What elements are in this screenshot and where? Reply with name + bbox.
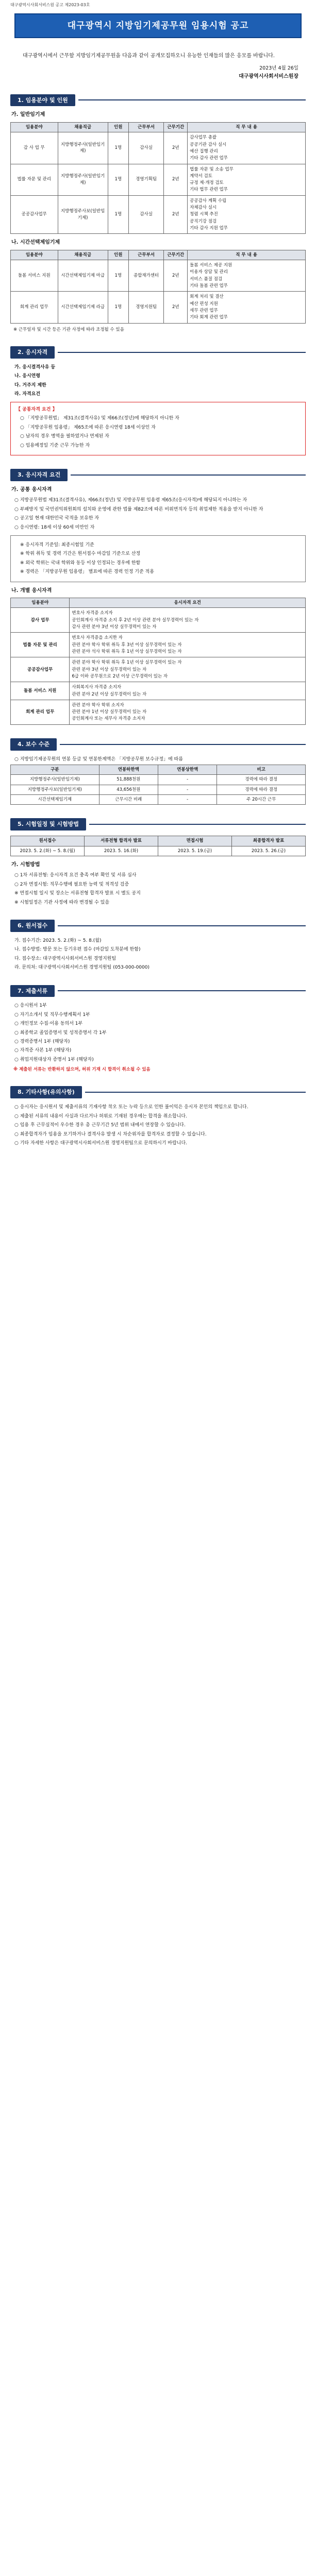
table-header-cell: 연봉상한액 <box>158 765 217 775</box>
table-header-cell: 근무부서 <box>128 122 164 132</box>
salary-high-cell: - <box>158 785 217 794</box>
section-divider <box>85 1092 306 1093</box>
text-line: ○ 응시원서 1부 <box>14 1003 47 1009</box>
section-3-label: 3. 응시자격 요건 <box>10 469 68 481</box>
salary-low-cell: 근무시간 비례 <box>99 795 158 805</box>
text-line: ○ 임용 후 근무실적이 우수한 경우 총 근무기간 5년 범위 내에서 연장할 수 있습니다. <box>14 1123 186 1128</box>
common-requirements-box <box>10 402 306 455</box>
count-cell: 1명 <box>108 292 128 323</box>
table-header-cell: 근무부서 <box>128 250 164 260</box>
text-line: 라. 문의처: 대구광역시사회서비스원 경영지원팀 (053-000-0000) <box>14 965 149 971</box>
text-line: 다. 접수장소: 대구광역시사회서비스원 경영지원팀 <box>14 956 117 961</box>
period-cell: 2년 <box>164 195 188 234</box>
table-row <box>11 164 306 195</box>
duty-item: 예산 집행 관리 <box>190 148 218 154</box>
text-line: ○ 자기소개서 및 직무수행계획서 1부 <box>14 1012 90 1018</box>
duty-item: 회계 처리 및 결산 <box>190 294 224 300</box>
section-7-header <box>10 985 306 997</box>
salary-memo-cell: 경력에 따라 결정 <box>217 775 306 785</box>
duty-item: 공공감사 계획 수립 <box>190 198 227 204</box>
text-line: ※ 외국 학위는 국내 학위와 동등 이상 인정되는 경우에 한함 <box>20 560 141 566</box>
requirement-item: 감사 관련 분야 3년 이상 실무경력이 있는 자 <box>72 624 157 630</box>
table-header-cell: 임용분야 <box>11 598 70 608</box>
requirement-item: 관련 분야 학사 학위 소지자 <box>72 702 124 708</box>
text-line: ※ 경력은 「지방공무원 임용령」 별표에 따른 경력 인정 기준 적용 <box>20 569 154 575</box>
section-7-label: 7. 제출서류 <box>10 985 55 997</box>
section-1-sub1: 가. 일반임기제 <box>11 112 45 118</box>
section-1-sub2: 나. 시간선택제임기제 <box>11 240 60 246</box>
text-line: ○ 최종학교 졸업증명서 및 성적증명서 각 1부 <box>14 1030 107 1036</box>
grade-cell: 지방행정주사(일반임기제) <box>58 164 108 195</box>
table-row <box>11 846 306 856</box>
dept-cell: 종합재가센터 <box>128 260 164 292</box>
dept-cell: 경영기획팀 <box>128 164 164 195</box>
field-cell: 감사 업무 <box>11 608 70 633</box>
text-line: ○ 개인정보 수집·이용 동의서 1부 <box>14 1021 83 1027</box>
table-header-cell: 면접시험 <box>158 836 232 846</box>
requirement-item: 6급 이하 공무원으로 2년 이상 근무경력이 있는 자 <box>72 673 168 679</box>
dept-cell: 감사실 <box>128 195 164 234</box>
salary-type-cell: 지방행정주사보(일반임기제) <box>11 785 99 794</box>
field-cell: 돌봄 서비스 지원 <box>11 682 70 700</box>
notice-number: 대구광역시사회서비스원 공고 제2023-03호 <box>10 3 90 7</box>
text-line: ○ 응시연령: 18세 이상 60세 미만인 자 <box>14 524 95 530</box>
period-cell: 2년 <box>164 260 188 292</box>
duties-cell <box>188 164 306 195</box>
count-cell: 1명 <box>108 260 128 292</box>
duty-item: 기타 회계 관련 업무 <box>190 315 228 320</box>
text-line: ○ 응시자는 응시원서 및 제출서류의 기재사항 착오 또는 누락 등으로 인한 불이익은 응시자 본인의 책임으로 합니다. <box>14 1105 248 1110</box>
table-row <box>11 700 306 724</box>
section-1-header <box>10 94 306 107</box>
requirements-cell <box>70 657 306 682</box>
section-6-header <box>10 920 306 932</box>
section-8-header <box>10 1086 306 1098</box>
qualification-table <box>10 598 306 725</box>
section-5-label: 5. 시험일정 및 시험방법 <box>10 818 86 831</box>
count-cell: 1명 <box>108 195 128 234</box>
section-5-header <box>10 818 306 831</box>
section-4-label: 4. 보수 수준 <box>10 738 57 751</box>
requirements-cell <box>70 608 306 633</box>
duty-item: 감사업무 총괄 <box>190 135 217 141</box>
text-line: ○ 「지방공무원 임용령」 제65조에 따른 응시연령 18세 이상인 자 <box>20 425 156 430</box>
requirement-item: 관련 분야 2년 이상 실무경력이 있는 자 <box>72 691 147 697</box>
text-line: ※ 학위 취득 및 경력 기간은 원서접수 마감일 기준으로 산정 <box>20 551 141 557</box>
dept-cell: 감사실 <box>128 132 164 164</box>
table-row <box>11 795 306 805</box>
table-row <box>11 260 306 292</box>
field-cell: 공공감사업무 <box>11 195 58 234</box>
requirements-cell <box>70 682 306 700</box>
requirement-item: 공인회계사 자격증 소지 후 2년 이상 관련 분야 실무경력이 있는 자 <box>72 617 199 623</box>
grade-cell: 지방행정주사(일반임기제) <box>58 132 108 164</box>
text-line: ○ 공고일 현재 대한민국 국적을 보유한 자 <box>14 516 99 521</box>
requirement-item: 관련 분야 석사 학위 취득 후 1년 이상 실무경력이 있는 자 <box>72 649 182 654</box>
schedule-cell: 2023. 5. 26.(금) <box>232 846 306 856</box>
text-line: ○ 부패방지 및 국민권익위원회의 설치와 운영에 관한 법률 제82조에 따른 비위면직자 등의 취업제한 적용을 받지 아니한 자 <box>14 506 263 512</box>
requirement-item: 변호사 자격증을 소지한 자 <box>72 635 123 641</box>
section-2-label: 2. 응시자격 <box>10 346 55 359</box>
section-7-note: ※ 제출된 서류는 반환하지 않으며, 허위 기재 시 합격이 취소될 수 있음 <box>13 1067 151 1073</box>
duty-item: 규정 제·개정 검토 <box>190 180 224 186</box>
requirement-item: 관련 분야 학사 학위 취득 후 1년 이상 실무경력이 있는 자 <box>72 660 182 666</box>
table-header-cell: 연봉하한액 <box>99 765 158 775</box>
text-line: ○ 임용예정일 기준 근무 가능한 자 <box>20 443 90 448</box>
grade-cell: 지방행정주사보(일반임기제) <box>58 195 108 234</box>
duty-item: 공직기강 점검 <box>190 218 217 224</box>
text-line: 가. 접수기간: 2023. 5. 2.(화) ~ 5. 8.(월) <box>14 938 102 943</box>
duties-list <box>190 198 303 232</box>
requirements-list <box>72 635 303 655</box>
duty-item: 서비스 품질 점검 <box>190 276 223 282</box>
box-title: 【 공통자격 요건 】 <box>16 407 57 413</box>
salary-table <box>10 765 306 805</box>
table-header-cell: 임용분야 <box>11 122 58 132</box>
schedule-table <box>10 836 306 856</box>
table-header-cell: 인원 <box>108 250 128 260</box>
table-header-cell: 최종합격자 발표 <box>232 836 306 846</box>
qualification-notes-box <box>10 535 306 582</box>
table-row <box>11 785 306 794</box>
requirements-list <box>72 702 303 722</box>
text-line: 나. 응시연령 <box>14 374 41 379</box>
period-cell: 2년 <box>164 132 188 164</box>
salary-high-cell: - <box>158 795 217 805</box>
field-cell: 돌봄 서비스 지원 <box>11 260 58 292</box>
text-line: ○ 제출된 서류의 내용이 사실과 다르거나 허위로 기재된 경우에는 합격을 취소합니다. <box>14 1113 187 1119</box>
table-row <box>11 292 306 323</box>
field-cell: 회계 관리 업무 <box>11 292 58 323</box>
duty-item: 청렴 시책 추진 <box>190 212 218 217</box>
requirement-item: 관련 분야 3년 이상 실무경력이 있는 자 <box>72 667 147 672</box>
intro-text: 대구광역시에서 근무할 지방임기제공무원을 다음과 같이 공개모집하오니 유능한 인재들의 많은 응모를 바랍니다. <box>23 53 275 59</box>
section-divider <box>71 474 306 476</box>
requirements-list <box>72 610 303 630</box>
table-row <box>11 657 306 682</box>
text-line: ○ 기타 자세한 사항은 대구광역시사회서비스원 경영지원팀으로 문의하시기 바랍니다. <box>14 1140 188 1146</box>
field-cell: 감 사 업 무 <box>11 132 58 164</box>
duties-cell <box>188 260 306 292</box>
section-1-note: ※ 근무일자 및 시간 등은 기관 사정에 따라 조정될 수 있음 <box>13 327 124 332</box>
table-header-cell: 채용직급 <box>58 250 108 260</box>
duties-cell <box>188 292 306 323</box>
table-row <box>11 775 306 785</box>
text-line: ○ 「지방공무원법」 제31조(결격사유) 및 제66조(정년)에 해당하지 아니한 자 <box>20 416 179 421</box>
section-divider <box>78 99 306 100</box>
salary-type-cell: 시간선택제임기제 <box>11 795 99 805</box>
duty-item: 공공기관 감사 실시 <box>190 142 227 147</box>
table-header-cell: 원서접수 <box>11 836 85 846</box>
section-5-sub: 가. 시험방법 <box>11 861 40 868</box>
schedule-cell: 2023. 5. 16.(화) <box>85 846 158 856</box>
section-3-sub2: 나. 개별 응시자격 <box>11 587 52 594</box>
table-row <box>11 682 306 700</box>
requirement-item: 관련 분야 학사 학위 취득 후 3년 이상 실무경력이 있는 자 <box>72 642 182 648</box>
section-3-header <box>10 469 306 481</box>
period-cell: 2년 <box>164 292 188 323</box>
salary-text: ○ 지방임기제공무원의 연봉 등급 및 연봉한계액은 「지방공무원 보수규정」에 따름 <box>14 756 183 762</box>
text-line: ○ 남자의 경우 병역을 필하였거나 면제된 자 <box>20 434 109 439</box>
grade-cell: 시간선택제임기제 마급 <box>58 260 108 292</box>
table-row <box>11 195 306 234</box>
table-header-cell: 채용직급 <box>58 122 108 132</box>
salary-memo-cell: 주 20시간 근무 <box>217 795 306 805</box>
salary-low-cell: 43,656천원 <box>99 785 158 794</box>
duty-item: 자체감사 실시 <box>190 205 217 211</box>
text-line: ※ 응시자격 기준일: 최종시험일 기준 <box>20 543 94 548</box>
section-divider <box>58 352 306 353</box>
duties-cell <box>188 132 306 164</box>
schedule-cell: 2023. 5. 19.(금) <box>158 846 232 856</box>
table-header-cell: 근무기간 <box>164 122 188 132</box>
duty-item: 기타 돌봄 관련 업무 <box>190 283 228 289</box>
positions-table-2 <box>10 250 306 324</box>
requirement-item: 사회복지사 자격증 소지자 <box>72 685 122 690</box>
duty-item: 기타 법무 관련 업무 <box>190 187 228 193</box>
text-line: ※ 면접시험 일시 및 장소는 서류전형 합격자 발표 시 별도 공지 <box>14 891 141 896</box>
duty-item: 이용자 상담 및 관리 <box>190 269 228 275</box>
section-8-label: 8. 기타사항(유의사항) <box>10 1086 82 1098</box>
duties-cell <box>188 195 306 234</box>
salary-low-cell: 51,888천원 <box>99 775 158 785</box>
count-cell: 1명 <box>108 132 128 164</box>
text-line: ※ 시험일정은 기관 사정에 따라 변경될 수 있음 <box>14 900 110 905</box>
text-line: ○ 2차 면접시험: 직무수행에 필요한 능력 및 적격성 검증 <box>14 882 129 887</box>
salary-type-cell: 지방행정주사(일반임기제) <box>11 775 99 785</box>
duty-item: 세무 관련 업무 <box>190 308 218 313</box>
table-header-cell: 임용분야 <box>11 250 58 260</box>
dept-cell: 경영지원팀 <box>128 292 164 323</box>
table-header-cell: 구분 <box>11 765 99 775</box>
duties-list <box>190 134 303 161</box>
requirements-list <box>72 659 303 680</box>
page-title: 대구광역시 지방임기제공무원 임용시험 공고 <box>14 13 302 39</box>
field-cell: 공공감사업무 <box>11 657 70 682</box>
section-2-header <box>10 346 306 359</box>
text-line: 라. 자격요건 <box>14 392 41 397</box>
field-cell: 회계 관리 업무 <box>11 700 70 724</box>
duty-item: 기타 감사 지원 업무 <box>190 226 228 231</box>
requirements-list <box>72 684 303 698</box>
text-line: ○ 자격증 사본 1부 (해당자) <box>14 1048 72 1054</box>
issuing-org: 대구광역시사회서비스원장 <box>239 74 298 79</box>
duties-list <box>190 166 303 193</box>
section-4-header <box>10 738 306 751</box>
text-line: ○ 지방공무원법 제31조(결격사유), 제66조(정년) 및 지방공무원 임용령 제65조(응시자격)에 해당되지 아니하는 자 <box>14 498 247 503</box>
positions-table-1 <box>10 122 306 234</box>
section-6-label: 6. 원서접수 <box>10 920 55 932</box>
duties-list <box>190 262 303 289</box>
salary-memo-cell: 경력에 따라 결정 <box>217 785 306 794</box>
section-1-label: 1. 임용분야 및 인원 <box>10 94 75 107</box>
period-cell: 2년 <box>164 164 188 195</box>
requirement-item: 공인회계사 또는 세무사 자격증 소지자 <box>72 716 145 722</box>
section-divider <box>60 744 306 745</box>
table-row <box>11 633 306 657</box>
table-header-cell: 직 무 내 용 <box>188 250 306 260</box>
table-header-cell: 응시자격 요건 <box>70 598 306 608</box>
duty-item: 계약서 검토 <box>190 173 212 179</box>
notice-date: 2023년 4월 26일 <box>259 65 298 72</box>
section-divider <box>89 824 306 825</box>
section-divider <box>58 925 306 926</box>
table-header-cell: 인원 <box>108 122 128 132</box>
field-cell: 법률 자문 및 관리 <box>11 164 58 195</box>
table-row <box>11 132 306 164</box>
section-3-sub: 가. 공통 응시자격 <box>11 486 52 493</box>
text-line: 다. 거주지 제한 <box>14 382 46 388</box>
count-cell: 1명 <box>108 164 128 195</box>
table-row <box>11 608 306 633</box>
duty-item: 기타 감사 관련 업무 <box>190 156 228 161</box>
duty-item: 예산 편성 지원 <box>190 301 218 307</box>
text-line: ○ 최종합격자가 임용을 포기하거나 결격사유 발생 시 차순위자를 합격자로 결정할 수 있습니다. <box>14 1131 207 1137</box>
requirements-cell <box>70 700 306 724</box>
duties-list <box>190 294 303 320</box>
requirement-item: 변호사 자격증 소지자 <box>72 611 113 616</box>
table-header-cell: 직 무 내 용 <box>188 122 306 132</box>
duty-item: 법률 자문 및 소송 업무 <box>190 166 234 172</box>
table-header-cell: 서류전형 합격자 발표 <box>85 836 158 846</box>
schedule-cell: 2023. 5. 2.(화) ~ 5. 8.(월) <box>11 846 85 856</box>
text-line: ○ 1차 서류전형: 응시자격 요건 충족 여부 확인 및 서류 심사 <box>14 873 137 878</box>
table-header-cell: 근무기간 <box>164 250 188 260</box>
text-line: 가. 응시결격사유 등 <box>14 364 56 370</box>
requirement-item: 관련 분야 1년 이상 실무경력이 있는 자 <box>72 709 147 715</box>
field-cell: 법률 자문 및 관리 <box>11 633 70 657</box>
text-line: ○ 취업지원대상자 증명서 1부 (해당자) <box>14 1057 94 1062</box>
grade-cell: 시간선택제임기제 라급 <box>58 292 108 323</box>
section-divider <box>58 990 306 991</box>
requirements-cell <box>70 633 306 657</box>
text-line: 나. 접수방법: 방문 또는 등기우편 접수 (마감일 도착분에 한함) <box>14 947 141 953</box>
duty-item: 돌봄 서비스 제공 지원 <box>190 263 232 268</box>
salary-high-cell: - <box>158 775 217 785</box>
text-line: ○ 경력증명서 1부 (해당자) <box>14 1039 70 1044</box>
table-header-cell: 비고 <box>217 765 306 775</box>
